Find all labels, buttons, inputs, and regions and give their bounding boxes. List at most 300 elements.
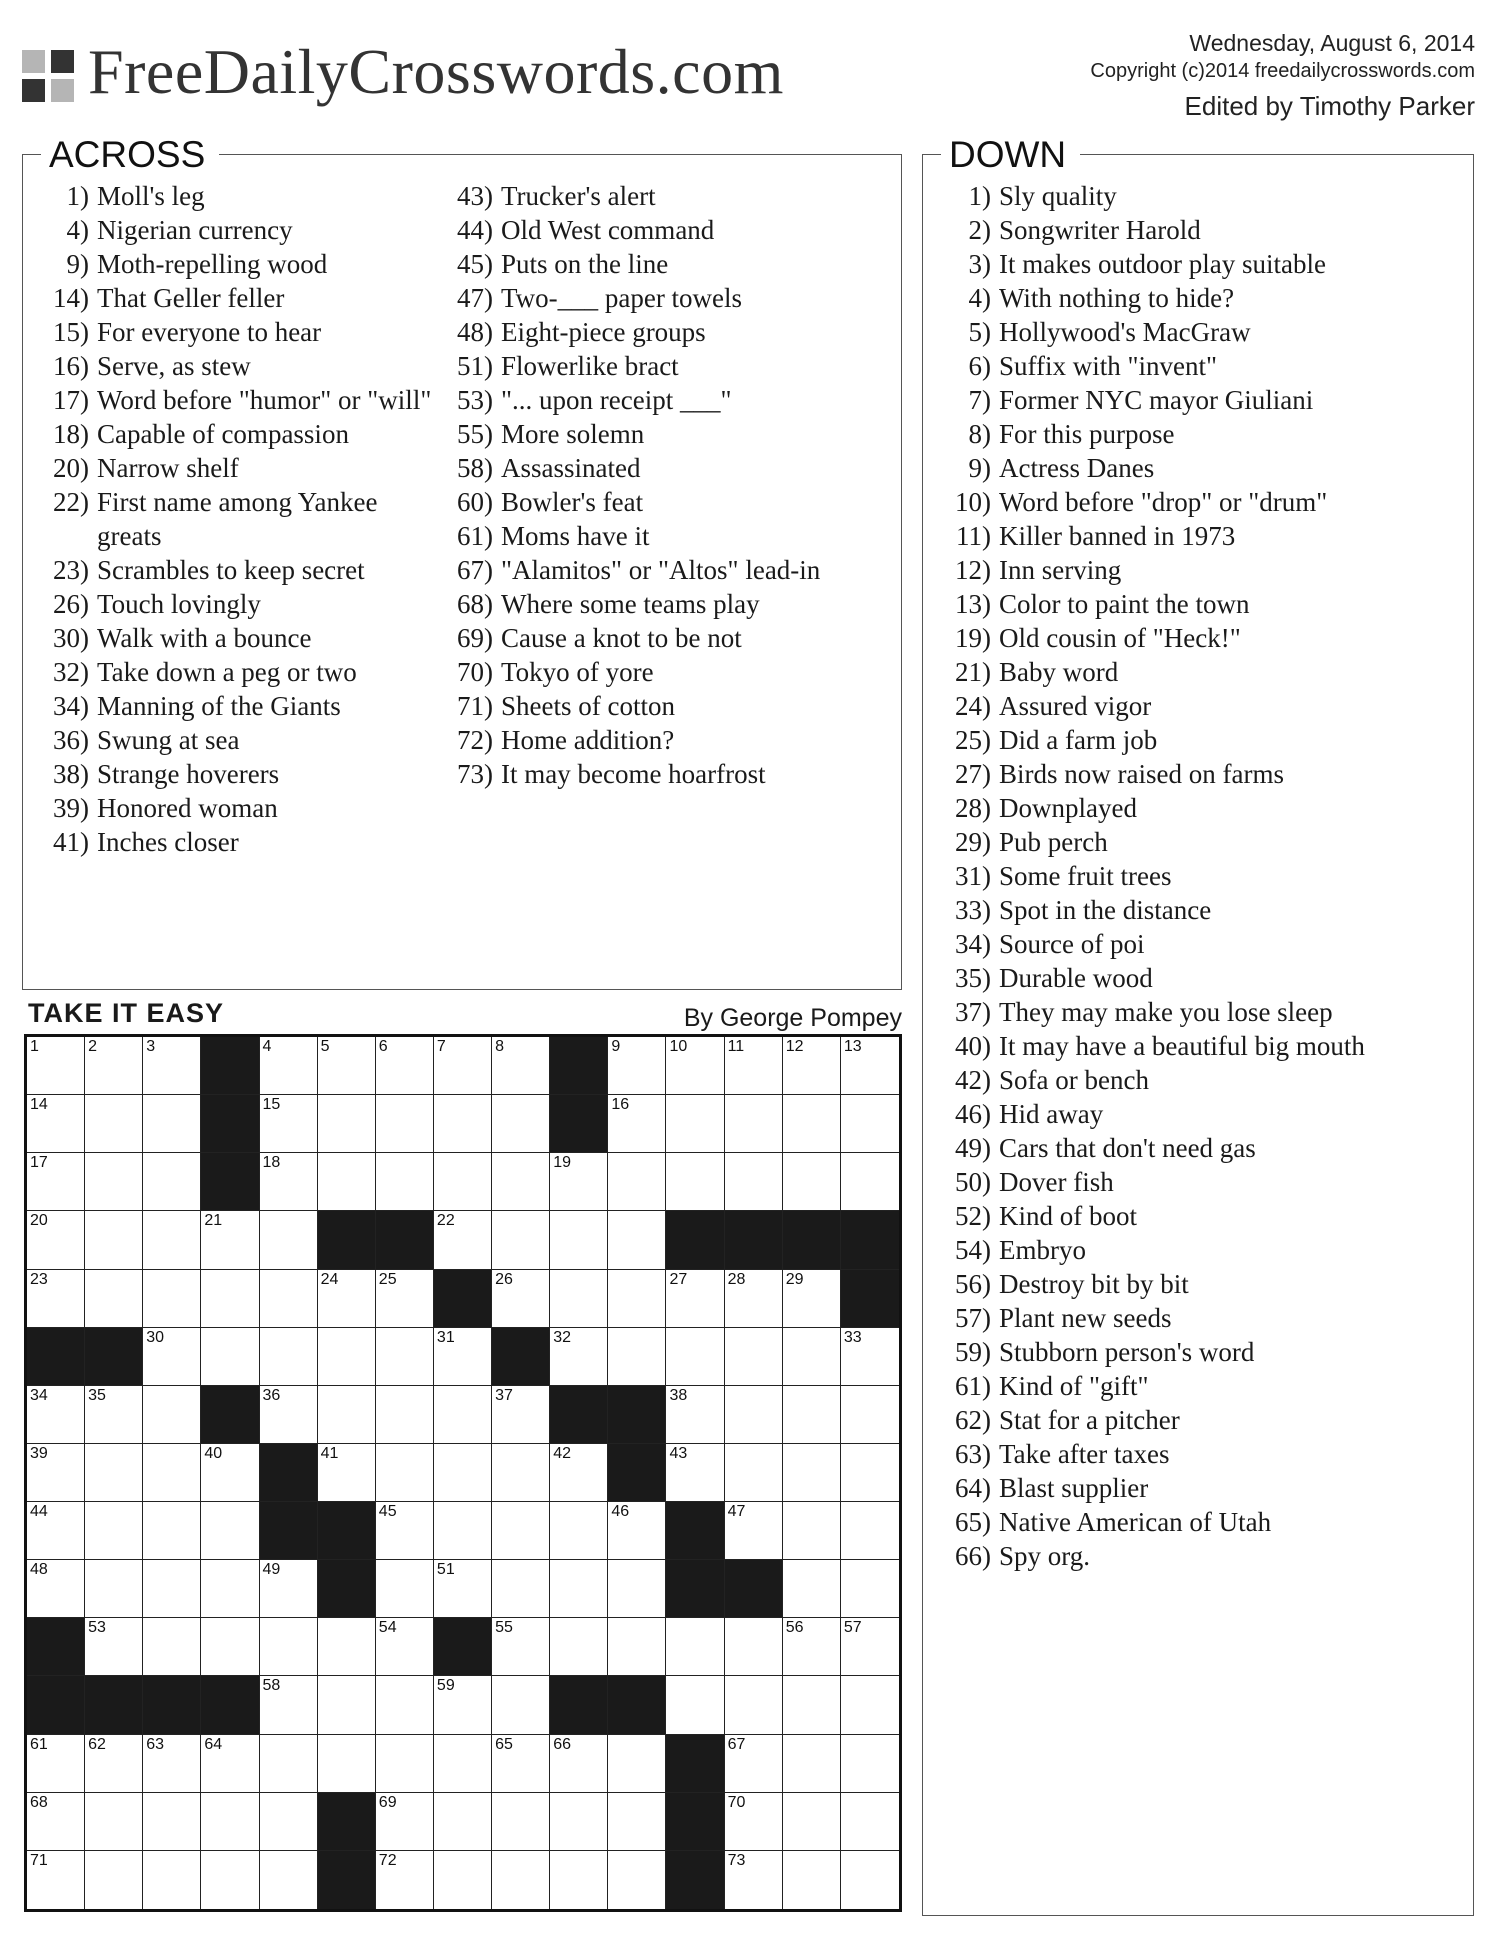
grid-cell[interactable] <box>666 1676 724 1734</box>
clue-number: 34) <box>53 691 89 721</box>
grid-cell[interactable] <box>725 1851 783 1909</box>
grid-cell[interactable] <box>85 1095 143 1153</box>
grid-cell[interactable] <box>783 1735 841 1793</box>
clue-item <box>937 1471 1467 1505</box>
grid-cell[interactable] <box>492 1618 550 1676</box>
grid-block <box>666 1793 724 1851</box>
grid-cell[interactable] <box>27 1851 85 1909</box>
grid-cell[interactable] <box>434 1793 492 1851</box>
grid-cell[interactable] <box>27 1386 85 1444</box>
grid-cell[interactable] <box>318 1037 376 1095</box>
grid-cell[interactable] <box>783 1386 841 1444</box>
clue-number: 60) <box>457 487 493 517</box>
cell-number: 16 <box>611 1096 630 1114</box>
grid-cell[interactable] <box>492 1502 550 1560</box>
grid-cell[interactable] <box>143 1270 201 1328</box>
clue-text: Swung at sea <box>97 725 240 755</box>
grid-cell[interactable] <box>143 1793 201 1851</box>
grid-block <box>201 1386 259 1444</box>
grid-cell[interactable] <box>725 1676 783 1734</box>
grid-cell[interactable] <box>260 1735 318 1793</box>
grid-cell[interactable] <box>201 1618 259 1676</box>
cell-number: 61 <box>30 1735 48 1753</box>
grid-cell[interactable] <box>841 1444 899 1502</box>
grid-cell[interactable] <box>201 1851 259 1909</box>
cell-number: 59 <box>436 1677 455 1695</box>
grid-cell[interactable] <box>841 1851 899 1909</box>
grid-cell[interactable] <box>841 1328 899 1386</box>
grid-block <box>725 1211 783 1269</box>
clue-text: For everyone to hear <box>97 317 322 347</box>
grid-cell[interactable] <box>376 1270 434 1328</box>
cell-number: 40 <box>204 1444 223 1462</box>
clue-text: Capable of compassion <box>97 419 349 449</box>
grid-cell[interactable] <box>260 1618 318 1676</box>
grid-cell[interactable] <box>434 1502 492 1560</box>
clue-text: Baby word <box>999 657 1119 687</box>
grid-cell[interactable] <box>27 1444 85 1502</box>
grid-block <box>608 1386 666 1444</box>
grid-cell[interactable] <box>492 1735 550 1793</box>
grid-cell[interactable] <box>376 1618 434 1676</box>
grid-block <box>666 1560 724 1618</box>
grid-cell[interactable] <box>143 1502 201 1560</box>
grid-cell[interactable] <box>85 1851 143 1909</box>
clue-item <box>937 1165 1467 1199</box>
grid-block <box>201 1095 259 1153</box>
grid-cell[interactable] <box>608 1793 666 1851</box>
grid-cell[interactable] <box>550 1502 608 1560</box>
grid-cell[interactable] <box>608 1560 666 1618</box>
grid-cell[interactable] <box>260 1270 318 1328</box>
grid-cell[interactable] <box>550 1444 608 1502</box>
grid-cell[interactable] <box>783 1618 841 1676</box>
grid-cell[interactable] <box>492 1851 550 1909</box>
grid-cell[interactable] <box>608 1502 666 1560</box>
clue-number: 8) <box>968 419 991 449</box>
grid-cell[interactable] <box>492 1676 550 1734</box>
grid-cell[interactable] <box>434 1851 492 1909</box>
clue-item <box>41 587 441 621</box>
cell-number: 36 <box>262 1386 281 1404</box>
grid-cell[interactable] <box>725 1270 783 1328</box>
grid-cell[interactable] <box>550 1560 608 1618</box>
clue-number: 1) <box>968 181 991 211</box>
grid-cell[interactable] <box>434 1386 492 1444</box>
grid-cell[interactable] <box>376 1328 434 1386</box>
grid-block <box>492 1328 550 1386</box>
clue-item <box>937 1335 1467 1369</box>
clue-text: That Geller feller <box>97 283 285 313</box>
across-column-1 <box>41 179 441 859</box>
grid-cell[interactable] <box>85 1270 143 1328</box>
clue-item <box>445 417 885 451</box>
grid-cell[interactable] <box>318 1618 376 1676</box>
cell-number: 8 <box>495 1038 504 1055</box>
clue-number: 46) <box>955 1099 991 1129</box>
grid-cell[interactable] <box>85 1386 143 1444</box>
grid-cell[interactable] <box>143 1735 201 1793</box>
grid-cell[interactable] <box>260 1793 318 1851</box>
clue-item <box>445 655 885 689</box>
clue-text: Spot in the distance <box>999 895 1212 925</box>
grid-cell[interactable] <box>318 1095 376 1153</box>
grid-cell[interactable] <box>376 1560 434 1618</box>
clue-number: 40) <box>955 1031 991 1061</box>
grid-cell[interactable] <box>550 1153 608 1211</box>
grid-cell[interactable] <box>783 1037 841 1095</box>
grid-cell[interactable] <box>143 1211 201 1269</box>
grid-cell[interactable] <box>434 1153 492 1211</box>
grid-cell[interactable] <box>27 1502 85 1560</box>
grid-cell[interactable] <box>841 1386 899 1444</box>
cell-number: 51 <box>436 1561 455 1579</box>
clue-number: 21) <box>955 657 991 687</box>
grid-block <box>550 1386 608 1444</box>
grid-cell[interactable] <box>725 1037 783 1095</box>
clue-item <box>41 825 441 859</box>
grid-block <box>318 1211 376 1269</box>
grid-cell[interactable] <box>85 1618 143 1676</box>
grid-cell[interactable] <box>608 1211 666 1269</box>
clue-text: Puts on the line <box>501 249 669 279</box>
grid-cell[interactable] <box>550 1270 608 1328</box>
grid-cell[interactable] <box>492 1560 550 1618</box>
grid-cell[interactable] <box>318 1444 376 1502</box>
grid-cell[interactable] <box>550 1851 608 1909</box>
grid-cell[interactable] <box>492 1793 550 1851</box>
grid-cell[interactable] <box>376 1386 434 1444</box>
grid-cell[interactable] <box>85 1153 143 1211</box>
clue-number: 33) <box>955 895 991 925</box>
grid-cell[interactable] <box>725 1153 783 1211</box>
clue-text: Did a farm job <box>999 725 1158 755</box>
clue-number: 34) <box>955 929 991 959</box>
cell-number: 5 <box>320 1038 330 1055</box>
grid-cell[interactable] <box>666 1153 724 1211</box>
grid-cell[interactable] <box>841 1502 899 1560</box>
grid-cell[interactable] <box>783 1502 841 1560</box>
clue-item <box>937 961 1467 995</box>
grid-cell[interactable] <box>85 1211 143 1269</box>
grid-cell[interactable] <box>492 1211 550 1269</box>
grid-block <box>27 1328 85 1386</box>
grid-cell[interactable] <box>143 1386 201 1444</box>
cell-number: 11 <box>727 1038 745 1055</box>
grid-cell[interactable] <box>492 1037 550 1095</box>
grid-cell[interactable] <box>27 1270 85 1328</box>
grid-cell[interactable] <box>260 1851 318 1909</box>
grid-cell[interactable] <box>666 1386 724 1444</box>
grid-cell[interactable] <box>143 1153 201 1211</box>
grid-cell[interactable] <box>841 1793 899 1851</box>
clue-text: Plant new seeds <box>999 1303 1172 1333</box>
grid-cell[interactable] <box>201 1211 259 1269</box>
clue-item <box>937 349 1467 383</box>
grid-cell[interactable] <box>608 1735 666 1793</box>
cell-number: 45 <box>378 1503 397 1521</box>
grid-cell[interactable] <box>85 1037 143 1095</box>
grid-cell[interactable] <box>608 1618 666 1676</box>
clue-number: 17) <box>53 385 89 415</box>
grid-cell[interactable] <box>841 1037 899 1095</box>
grid-cell[interactable] <box>143 1328 201 1386</box>
grid-cell[interactable] <box>318 1270 376 1328</box>
grid-cell[interactable] <box>260 1095 318 1153</box>
grid-cell[interactable] <box>27 1735 85 1793</box>
clue-item <box>937 281 1467 315</box>
grid-cell[interactable] <box>376 1793 434 1851</box>
cell-number: 38 <box>669 1386 688 1404</box>
clue-number: 56) <box>955 1269 991 1299</box>
down-clues-panel <box>922 134 1474 1916</box>
grid-cell[interactable] <box>376 1851 434 1909</box>
grid-cell[interactable] <box>666 1444 724 1502</box>
grid-cell[interactable] <box>783 1560 841 1618</box>
grid-cell[interactable] <box>260 1328 318 1386</box>
clue-number: 55) <box>457 419 493 449</box>
grid-cell[interactable] <box>318 1676 376 1734</box>
clue-text: Serve, as stew <box>97 351 251 381</box>
grid-cell[interactable] <box>201 1444 259 1502</box>
grid-cell[interactable] <box>376 1153 434 1211</box>
grid-cell[interactable] <box>783 1444 841 1502</box>
clue-text: Some fruit trees <box>999 861 1172 891</box>
grid-cell[interactable] <box>666 1270 724 1328</box>
grid-cell[interactable] <box>434 1037 492 1095</box>
grid-cell[interactable] <box>318 1328 376 1386</box>
clue-item <box>445 247 885 281</box>
grid-cell[interactable] <box>666 1037 724 1095</box>
cell-number: 20 <box>30 1212 48 1230</box>
clue-item <box>937 1437 1467 1471</box>
cell-number: 53 <box>88 1619 106 1637</box>
grid-cell[interactable] <box>260 1153 318 1211</box>
grid-cell[interactable] <box>318 1735 376 1793</box>
grid-cell[interactable] <box>725 1095 783 1153</box>
grid-cell[interactable] <box>376 1735 434 1793</box>
clue-number: 53) <box>457 385 493 415</box>
grid-cell[interactable] <box>143 1618 201 1676</box>
grid-cell[interactable] <box>260 1037 318 1095</box>
clue-number: 64) <box>955 1473 991 1503</box>
grid-cell[interactable] <box>143 1095 201 1153</box>
clue-item <box>445 451 885 485</box>
clue-number: 67) <box>457 555 493 585</box>
grid-cell[interactable] <box>783 1095 841 1153</box>
clue-text: Sheets of cotton <box>501 691 675 721</box>
grid-cell[interactable] <box>27 1037 85 1095</box>
grid-cell[interactable] <box>841 1560 899 1618</box>
grid-cell[interactable] <box>841 1095 899 1153</box>
grid-cell[interactable] <box>260 1560 318 1618</box>
clue-item <box>445 349 885 383</box>
grid-cell[interactable] <box>550 1211 608 1269</box>
clue-number: 31) <box>955 861 991 891</box>
grid-cell[interactable] <box>666 1095 724 1153</box>
grid-cell[interactable] <box>376 1502 434 1560</box>
grid-cell[interactable] <box>550 1328 608 1386</box>
clue-text: Walk with a bounce <box>97 623 312 653</box>
grid-cell[interactable] <box>201 1270 259 1328</box>
clue-number: 3) <box>968 249 991 279</box>
grid-cell[interactable] <box>841 1735 899 1793</box>
cell-number: 65 <box>495 1735 513 1753</box>
grid-cell[interactable] <box>201 1735 259 1793</box>
clue-item <box>937 485 1467 519</box>
clue-text: Home addition? <box>501 725 675 755</box>
site-name: FreeDailyCrosswords.com <box>88 36 784 107</box>
grid-cell[interactable] <box>27 1153 85 1211</box>
clue-text: Touch lovingly <box>97 589 261 619</box>
grid-cell[interactable] <box>550 1793 608 1851</box>
grid-cell[interactable] <box>376 1676 434 1734</box>
grid-cell[interactable] <box>783 1851 841 1909</box>
grid-cell[interactable] <box>783 1676 841 1734</box>
clue-item <box>937 689 1467 723</box>
grid-cell[interactable] <box>27 1560 85 1618</box>
grid-block <box>550 1676 608 1734</box>
clue-text: Downplayed <box>999 793 1137 823</box>
grid-cell[interactable] <box>85 1793 143 1851</box>
grid-cell[interactable] <box>608 1153 666 1211</box>
grid-cell[interactable] <box>492 1444 550 1502</box>
grid-cell[interactable] <box>318 1386 376 1444</box>
grid-cell[interactable] <box>376 1444 434 1502</box>
clue-item <box>41 247 441 281</box>
grid-cell[interactable] <box>85 1560 143 1618</box>
grid-cell[interactable] <box>201 1793 259 1851</box>
grid-cell[interactable] <box>376 1095 434 1153</box>
grid-cell[interactable] <box>783 1153 841 1211</box>
grid-cell[interactable] <box>27 1095 85 1153</box>
clue-text: Blast supplier <box>999 1473 1149 1503</box>
grid-cell[interactable] <box>725 1618 783 1676</box>
grid-cell[interactable] <box>492 1095 550 1153</box>
grid-cell[interactable] <box>434 1444 492 1502</box>
clue-text: Hid away <box>999 1099 1104 1129</box>
grid-cell[interactable] <box>260 1211 318 1269</box>
grid-cell[interactable] <box>725 1328 783 1386</box>
grid-cell[interactable] <box>318 1153 376 1211</box>
clue-item <box>445 587 885 621</box>
grid-cell[interactable] <box>260 1676 318 1734</box>
grid-cell[interactable] <box>201 1560 259 1618</box>
grid-cell[interactable] <box>841 1153 899 1211</box>
clue-text: Tokyo of yore <box>501 657 654 687</box>
cell-number: 47 <box>727 1503 746 1521</box>
grid-cell[interactable] <box>201 1328 259 1386</box>
grid-cell[interactable] <box>666 1328 724 1386</box>
grid-cell[interactable] <box>85 1735 143 1793</box>
grid-cell[interactable] <box>608 1095 666 1153</box>
cell-number: 29 <box>785 1270 804 1288</box>
clue-item <box>937 315 1467 349</box>
grid-cell[interactable] <box>550 1735 608 1793</box>
grid-cell[interactable] <box>608 1270 666 1328</box>
clue-item <box>41 689 441 723</box>
grid-cell[interactable] <box>608 1328 666 1386</box>
grid-cell[interactable] <box>608 1851 666 1909</box>
grid-cell[interactable] <box>841 1618 899 1676</box>
clue-item <box>445 281 885 315</box>
grid-cell[interactable] <box>492 1270 550 1328</box>
clue-text: Assured vigor <box>999 691 1152 721</box>
crossword-grid <box>24 1034 902 1912</box>
clue-number: 48) <box>457 317 493 347</box>
clue-item <box>937 1131 1467 1165</box>
grid-cell[interactable] <box>725 1793 783 1851</box>
grid-cell[interactable] <box>841 1676 899 1734</box>
clue-item <box>937 655 1467 689</box>
grid-block <box>550 1095 608 1153</box>
clue-text: "Alamitos" or "Altos" lead-in <box>501 555 821 585</box>
clue-number: 4) <box>968 283 991 313</box>
clue-text: Take after taxes <box>999 1439 1170 1469</box>
grid-cell[interactable] <box>27 1793 85 1851</box>
clue-number: 14) <box>53 283 89 313</box>
grid-cell[interactable] <box>434 1560 492 1618</box>
cell-number: 32 <box>553 1328 571 1346</box>
grid-cell[interactable] <box>492 1386 550 1444</box>
grid-cell[interactable] <box>434 1328 492 1386</box>
clue-number: 54) <box>955 1235 991 1265</box>
clue-text: Dover fish <box>999 1167 1114 1197</box>
clue-text: Word before "drop" or "drum" <box>999 487 1328 517</box>
clue-text: It may have a beautiful big mouth <box>999 1031 1365 1061</box>
logo-square-light <box>22 50 45 73</box>
grid-cell[interactable] <box>376 1037 434 1095</box>
cell-number: 31 <box>436 1328 455 1346</box>
grid-cell[interactable] <box>783 1328 841 1386</box>
grid-cell[interactable] <box>434 1676 492 1734</box>
grid-cell[interactable] <box>434 1735 492 1793</box>
grid-cell[interactable] <box>492 1153 550 1211</box>
grid-cell[interactable] <box>608 1037 666 1095</box>
grid-cell[interactable] <box>725 1502 783 1560</box>
grid-cell[interactable] <box>143 1851 201 1909</box>
grid-block <box>725 1560 783 1618</box>
grid-cell[interactable] <box>143 1037 201 1095</box>
clue-item <box>41 655 441 689</box>
clue-number: 24) <box>955 691 991 721</box>
grid-cell[interactable] <box>27 1211 85 1269</box>
clue-item <box>937 1199 1467 1233</box>
cell-number: 68 <box>30 1793 48 1811</box>
clue-item <box>937 247 1467 281</box>
grid-cell[interactable] <box>725 1444 783 1502</box>
grid-block <box>143 1676 201 1734</box>
grid-cell[interactable] <box>434 1095 492 1153</box>
grid-cell[interactable] <box>85 1502 143 1560</box>
grid-cell[interactable] <box>143 1444 201 1502</box>
grid-cell[interactable] <box>550 1618 608 1676</box>
grid-cell[interactable] <box>783 1793 841 1851</box>
grid-cell[interactable] <box>143 1560 201 1618</box>
grid-cell[interactable] <box>725 1735 783 1793</box>
clue-number: 41) <box>53 827 89 857</box>
cell-number: 34 <box>30 1386 48 1404</box>
grid-cell[interactable] <box>434 1211 492 1269</box>
grid-cell[interactable] <box>201 1502 259 1560</box>
grid-cell[interactable] <box>666 1618 724 1676</box>
cell-number: 39 <box>30 1444 48 1462</box>
grid-cell[interactable] <box>260 1386 318 1444</box>
grid-cell[interactable] <box>85 1444 143 1502</box>
grid-cell[interactable] <box>783 1270 841 1328</box>
grid-cell[interactable] <box>725 1386 783 1444</box>
grid-block <box>318 1560 376 1618</box>
